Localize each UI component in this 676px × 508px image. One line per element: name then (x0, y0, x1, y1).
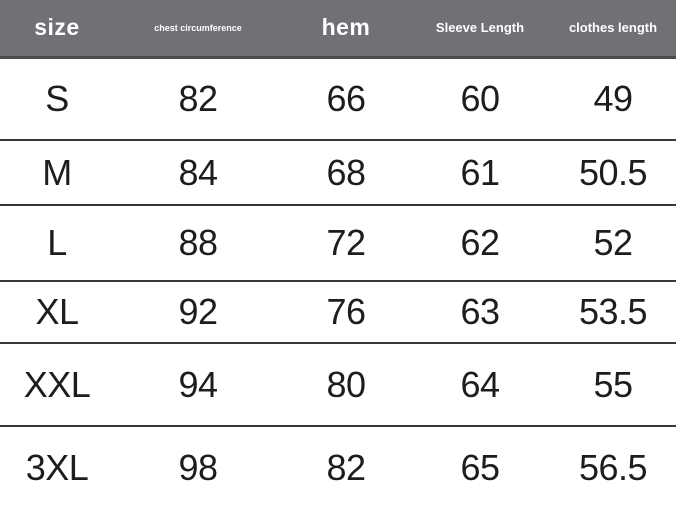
table-row-3xl (0, 426, 676, 508)
size-cell: 3XL (25, 446, 89, 488)
value-cell: 50.5 (578, 151, 648, 193)
table-row-m (0, 140, 676, 205)
value-cell: 65 (460, 446, 500, 488)
value-cell: 98 (178, 446, 218, 488)
value-cell: 61 (460, 151, 500, 193)
size-cell: XL (35, 291, 79, 332)
size-cell: XXL (23, 363, 91, 405)
value-cell: 72 (326, 222, 366, 263)
size-cell: S (45, 77, 69, 119)
value-cell: 82 (178, 77, 218, 119)
col-header-chest-circumference: chest circumference (114, 0, 282, 57)
table-row-xxl (0, 343, 676, 426)
value-cell: 63 (460, 291, 500, 332)
value-cell: 94 (178, 363, 218, 405)
size-cell: L (47, 222, 67, 263)
value-cell: 66 (326, 77, 366, 119)
value-cell: 62 (460, 222, 500, 263)
col-header-size: size (0, 0, 114, 57)
col-header-sleeve-length: Sleeve Length (410, 0, 550, 57)
value-cell: 55 (593, 363, 633, 405)
value-cell: 60 (460, 77, 500, 119)
value-cell: 49 (593, 77, 633, 119)
value-cell: 84 (178, 151, 218, 193)
value-cell: 88 (178, 222, 218, 263)
value-cell: 76 (326, 291, 366, 332)
col-header-hem: hem (282, 0, 410, 57)
value-cell: 80 (326, 363, 366, 405)
table-row-xl (0, 281, 676, 343)
col-header-clothes-length: clothes length (550, 0, 676, 57)
table-row-l (0, 205, 676, 281)
value-cell: 64 (460, 363, 500, 405)
value-cell: 68 (326, 151, 366, 193)
header-row (0, 0, 676, 57)
value-cell: 56.5 (578, 446, 648, 488)
value-cell: 53.5 (578, 291, 648, 332)
value-cell: 52 (593, 222, 633, 263)
value-cell: 92 (178, 291, 218, 332)
table-row-s (0, 57, 676, 140)
value-cell: 82 (326, 446, 366, 488)
size-cell: M (42, 151, 72, 193)
